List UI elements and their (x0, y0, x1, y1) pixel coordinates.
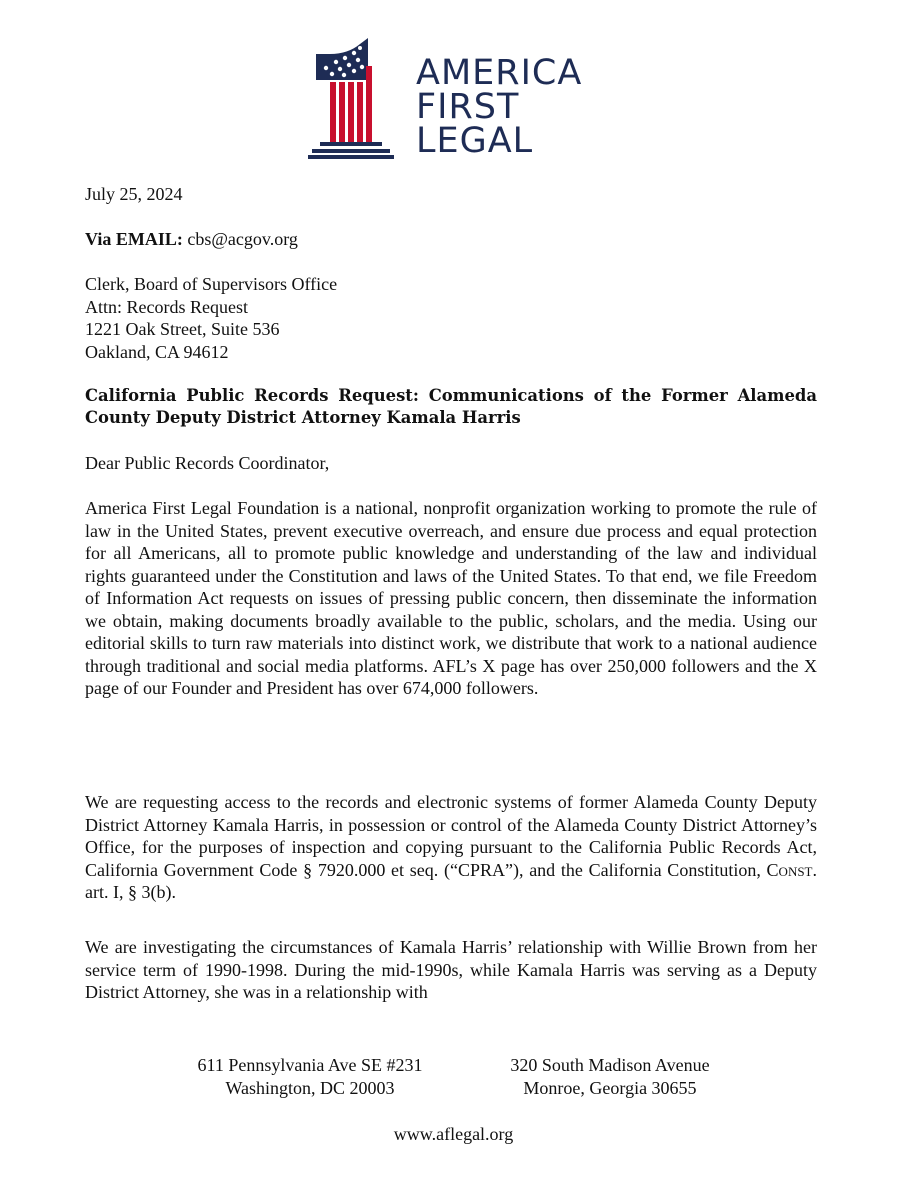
footer-dc-line-2: Washington, DC 20003 (225, 1077, 395, 1098)
paragraph-request-citation: . art. I, § 3(b). (85, 859, 817, 902)
paragraph-about-afl: America First Legal Foundation is a national, nonprofit organization working to promote the rule of law in the United States, prevent executive overreach, and ensure due process and equal protection for all Americans, all to promote public knowledge and understanding of the law and individual rights guaranteed under the Constitution and laws of the United States. To that end, we file Freedom of Information Act requests on issues of pressing public concern, then disseminate the information we obtain, making documents broadly available to the public, scholars, and the media. Using our editorial skills to turn raw materials into distinct work, we distribute that work to a national audience through traditional and social media platforms. AFL’s X page has over 250,000 followers and the X page of our Founder and President has over 674,000 followers. (85, 498, 817, 698)
const-abbrev: Const (766, 859, 813, 880)
subject-line: California Public Records Request: Communications of the Former Alameda County Deputy District Attorney Kamala Harris (85, 386, 817, 427)
letter-date: July 25, 2024 (85, 184, 183, 204)
recipient-line-4: Oakland, CA 94612 (85, 341, 229, 362)
brand-wordmark (416, 53, 583, 161)
recipient-line-2: Attn: Records Request (85, 296, 248, 317)
brand-line-1: AMERICA (416, 53, 583, 93)
footer-ga-line-2: Monroe, Georgia 30655 (523, 1077, 697, 1098)
recipient-line-3: 1221 Oak Street, Suite 536 (85, 319, 280, 339)
recipient-email: cbs@acgov.org (187, 229, 298, 249)
footer-website[interactable]: www.aflegal.org (393, 1124, 514, 1144)
recipient-line-1: Clerk, Board of Supervisors Office (85, 274, 338, 294)
paragraph-request (85, 791, 817, 904)
brand-line-3: LEGAL (416, 121, 534, 161)
footer-ga-line-1: 320 South Madison Avenue (510, 1055, 710, 1075)
paragraph-investigation: We are investigating the circumstances of Kamala Harris’ relationship with Willie Brown from her service term of 1990-1998. During the mid-1990s, while Kamala Harris was serving as a Deputy District Attorney, she was in a relationship with (85, 937, 817, 1002)
footer-address-dc (160, 1054, 460, 1099)
brand-line-2: FIRST (416, 87, 520, 127)
paragraph-request-text: We are requesting access to the records and electronic systems of former Alameda County Deputy District Attorney Kamala Harris, in possession or control of the Alameda County District Attorney’s Office, for the purposes of inspection and copying pursuant to the California Public Records Act, California Government Code § 7920.000 et seq. (“CPRA”), and the California Constitution, (85, 792, 817, 880)
footer-address-ga (470, 1054, 750, 1099)
footer-dc-line-1: 611 Pennsylvania Ave SE #231 (197, 1055, 423, 1075)
via-email-label: Via EMAIL: (85, 229, 183, 249)
letterhead (308, 36, 608, 160)
america-first-legal-logo-icon (308, 36, 400, 160)
via-email-line (85, 228, 817, 251)
salutation: Dear Public Records Coordinator, (85, 453, 330, 473)
recipient-address (85, 273, 817, 363)
